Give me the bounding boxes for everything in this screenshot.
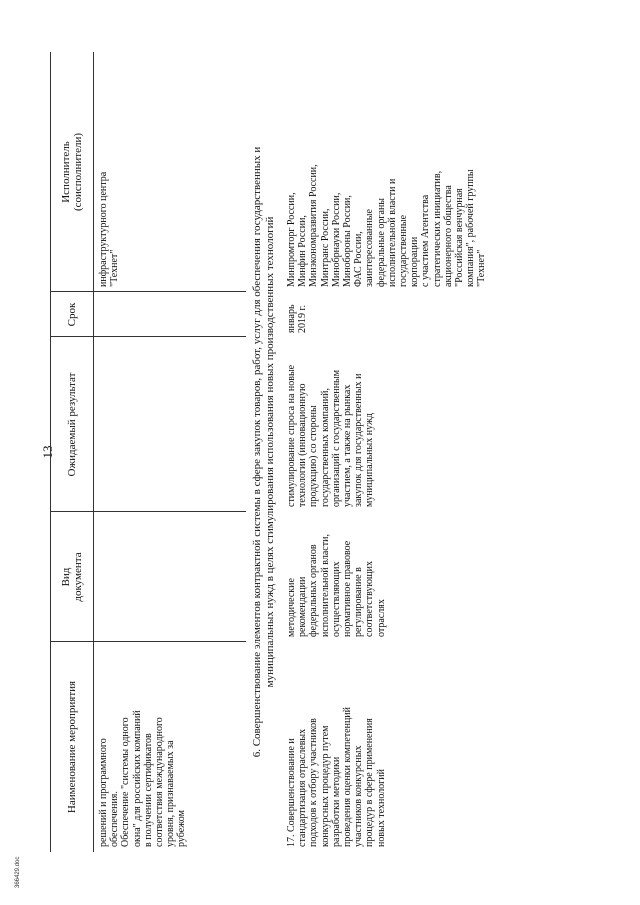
table-top-border (50, 52, 51, 852)
header-result-text: Ожидаемый результат (66, 372, 78, 477)
continued-row-executor: инфраструктурного центра "Технет" (98, 171, 121, 287)
page-number-text: 13 (40, 445, 55, 459)
row17-result: стимулирование спроса на новые технологии (инновационную продукцию) со стороны государственных компаний, организаций с государственным участием, а также на рынках закупок для государственных и муниципальных нужд (286, 364, 376, 507)
row17-doc-type: методические рекомендации федеральных органов исполнительной власти, осуществляющих нормативное правовое регулирование в соответствующих отраслях (286, 534, 387, 637)
row17-name: 17. Совершенствование и стандартизация отраслевых подходов к отбору участников конкурсных процедур путем разработки методики проведения оценки компетенций участников конкурсных процедур в сфере применения новых технологий (286, 707, 387, 847)
footer-code (0, 0, 21, 905)
header-result (53, 337, 91, 512)
header-name-text: Наименование мероприятия (66, 680, 78, 814)
header-term (53, 292, 91, 337)
header-doc-type (53, 512, 91, 642)
header-executor-text: Исполнитель (соисполнители) (60, 132, 84, 212)
header-name (53, 642, 91, 852)
footer-code-text: 366429.doc (15, 856, 21, 888)
header-doc-type-text: Вид документа (60, 552, 84, 602)
header-bottom-border (93, 52, 94, 852)
row17-term: январь 2019 г. (286, 304, 309, 333)
header-executor (53, 52, 91, 292)
header-term-text: Срок (66, 302, 78, 327)
section-title: 6. Совершенствование элементов контрактной системы в сфере закупок товаров, работ, услуг для обеспечения государственных и муниципальных нужд в целях стимулирования использования новых производственных технологий (251, 146, 276, 758)
continued-row-name: решений и программного обеспечения. Обеспечение "системы одного окна" для российских компаний в получении сертификатов соответствия международного уровня, признаваемых за рубежом (98, 710, 188, 847)
row17-executor: Минпромторг России, Минфин России, Минэкономразвития России, Минтранс России, Минобрнауки России, Минобороны России, ФАС России, заинтересованные федеральные органы исполнительной власти и государственные корпорации с участием Агентства стратегических инициатив, акционерного общества "Российская венчурная компания", рабочей группы "Технет" (286, 164, 488, 287)
rotated-table-sheet (50, 52, 640, 852)
